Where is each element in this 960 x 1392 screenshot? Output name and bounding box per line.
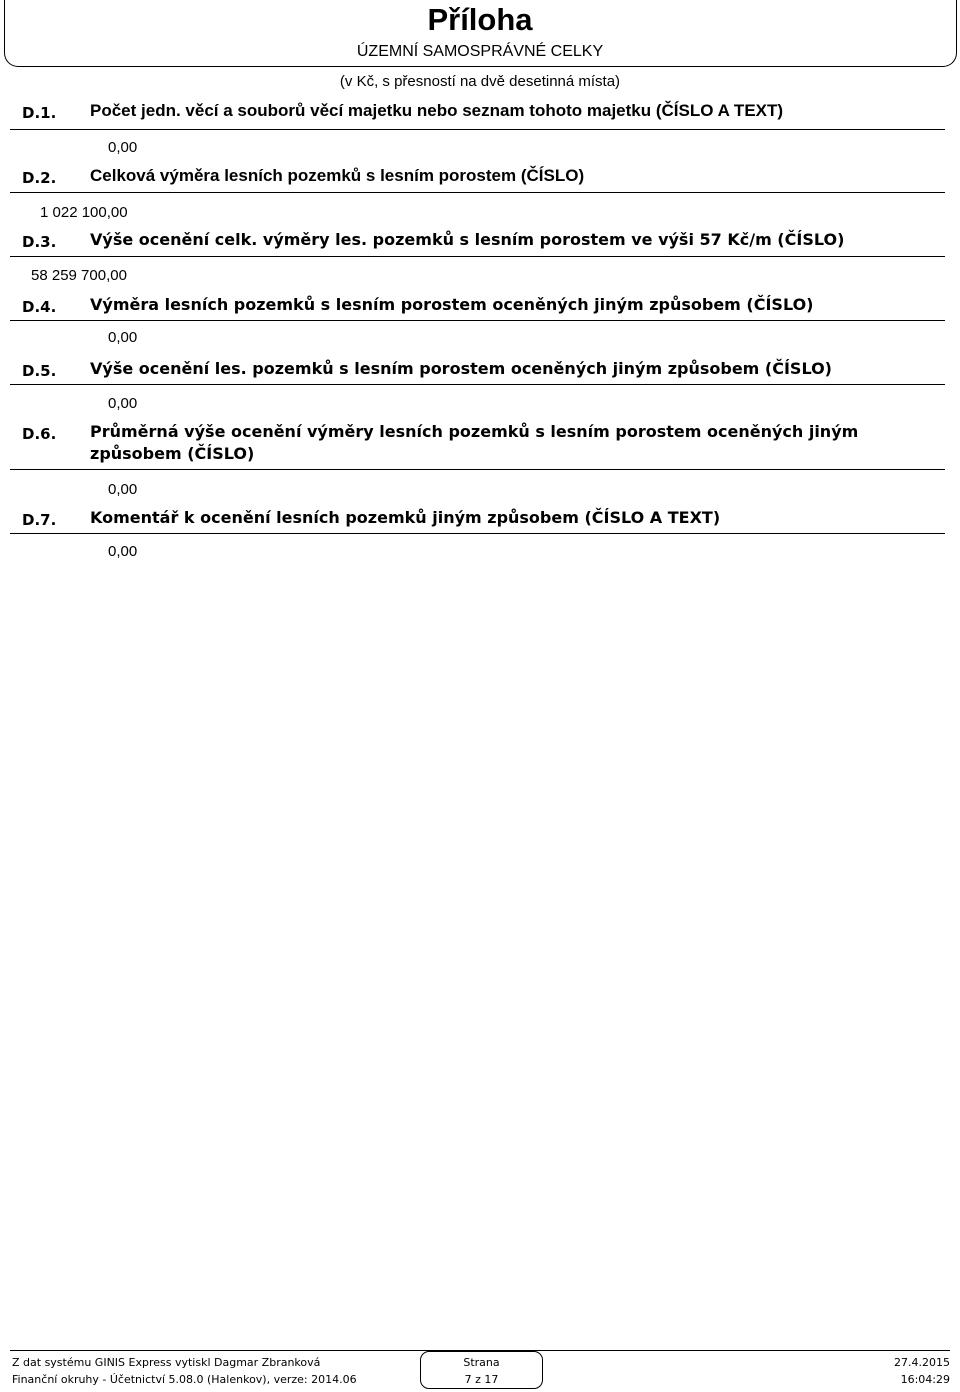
item-value-d7: 0,00 [108,543,138,560]
item-value-d2: 1 022 100,00 [40,204,128,221]
item-code-d5: D.5. [22,362,57,380]
item-label-d5: Výše ocenění les. pozemků s lesním porostem oceněných jiným způsobem (ČÍSLO) [90,359,832,378]
page-subtitle: ÚZEMNÍ SAMOSPRÁVNÉ CELKY [356,43,604,60]
currency-note: (v Kč, s přesností na dvě desetinná místa) [339,73,621,90]
divider [10,384,945,385]
divider [10,192,945,193]
divider [10,320,945,321]
print-time: 16:04:29 [900,1373,950,1386]
page-title: Příloha [427,2,533,37]
item-code-d7: D.7. [22,511,57,529]
item-label-d3: Výše ocenění celk. výměry les. pozemků s lesním porostem ve výši 57 Kč/m (ČÍSLO) [90,230,845,249]
item-value-d3: 58 259 700,00 [31,267,127,284]
item-value-d6: 0,00 [108,481,138,498]
item-label-d6-line1: Průměrná výše ocenění výměry lesních pozemků s lesním porostem oceněných jiným [90,422,859,441]
item-code-d2: D.2. [22,169,57,187]
page-label: Strana [463,1356,500,1369]
item-value-d4: 0,00 [108,329,138,346]
item-value-d5: 0,00 [108,395,138,412]
footer-system-info: Finanční okruhy - Účetnictví 5.08.0 (Halenkov), verze: 2014.06 [12,1373,357,1386]
item-code-d3: D.3. [22,233,57,251]
footer-printed-by: Z dat systému GINIS Express vytiskl Dagmar Zbranková [12,1356,321,1369]
divider [10,129,945,130]
item-label-d7: Komentář k ocenění lesních pozemků jiným způsobem (ČÍSLO A TEXT) [90,508,721,527]
item-value-d1: 0,00 [108,139,138,156]
item-label-d2: Celková výměra lesních pozemků s lesním porostem (ČÍSLO) [90,166,585,185]
divider [10,469,945,470]
print-date: 27.4.2015 [894,1356,950,1369]
item-label-d6-line2: způsobem (ČÍSLO) [90,444,255,463]
divider [10,256,945,257]
item-label-d1: Počet jedn. věcí a souborů věcí majetku nebo seznam tohoto majetku (ČÍSLO A TEXT) [90,101,784,120]
item-label-d4: Výměra lesních pozemků s lesním porostem oceněných jiným způsobem (ČÍSLO) [90,295,814,314]
item-code-d6: D.6. [22,425,57,443]
page-number: 7 z 17 [464,1373,499,1386]
item-code-d4: D.4. [22,298,57,316]
divider [10,533,945,534]
item-code-d1: D.1. [22,104,57,122]
